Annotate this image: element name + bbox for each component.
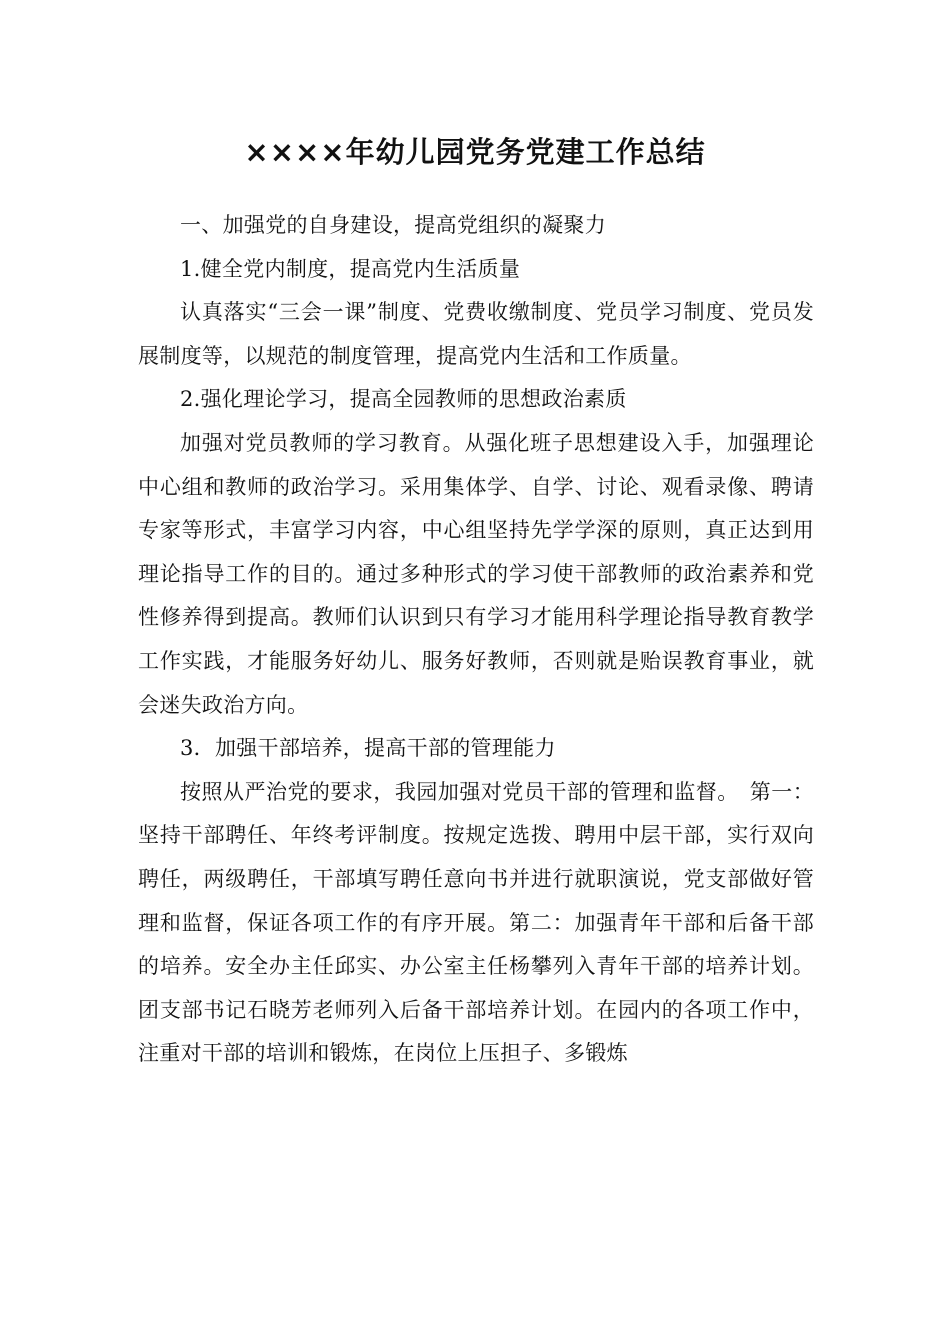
section-heading: 一、加强党的自身建设，提高党组织的凝聚力 xyxy=(180,213,606,237)
subsection-heading: 3．加强干部培养，提高干部的管理能力 xyxy=(180,736,556,761)
subsection-heading: 2.强化理论学习，提高全园教师的思想政治素质 xyxy=(180,387,627,412)
document-body xyxy=(138,204,814,1076)
document-title: ××××年幼儿园党务党建工作总结 xyxy=(244,135,706,169)
body-paragraph: 按照从严治党的要求，我园加强对党员干部的管理和监督。 第一：坚持干部聘任、年终考评制度。按规定选拨、聘用中层干部，实行双向聘任，两级聘任，干部填写聘任意向书并进行就职演说，党支部做好管理和监督，保证各项工作的有序开展。第二：加强青年干部和后备干部的培养。安全办主任邱实、办公室主任杨攀列入青年干部的培养计划。团支部书记石晓芳老师列入后备干部培养计划。在园内的各项工作中，注重对干部的培训和锻炼，在岗位上压担子、多锻炼 xyxy=(138,779,814,1066)
body-paragraph: 加强对党员教师的学习教育。从强化班子思想建设入手，加强理论中心组和教师的政治学习。采用集体学、自学、讨论、观看录像、聘请专家等形式，丰富学习内容，中心组坚持先学学深的原则，真正达到用理论指导工作的目的。通过多种形式的学习使干部教师的政治素养和党性修养得到提高。教师们认识到只有学习才能用科学理论指导教育教学工作实践，才能服务好幼儿、服务好教师，否则就是贻误教育事业，就会迷失政治方向。 xyxy=(138,430,814,717)
body-paragraph: 认真落实“三会一课”制度、党费收缴制度、党员学习制度、党员发展制度等，以规范的制度管理，提高党内生活和工作质量。 xyxy=(138,300,814,368)
subsection-heading: 1.健全党内制度，提高党内生活质量 xyxy=(180,256,521,281)
